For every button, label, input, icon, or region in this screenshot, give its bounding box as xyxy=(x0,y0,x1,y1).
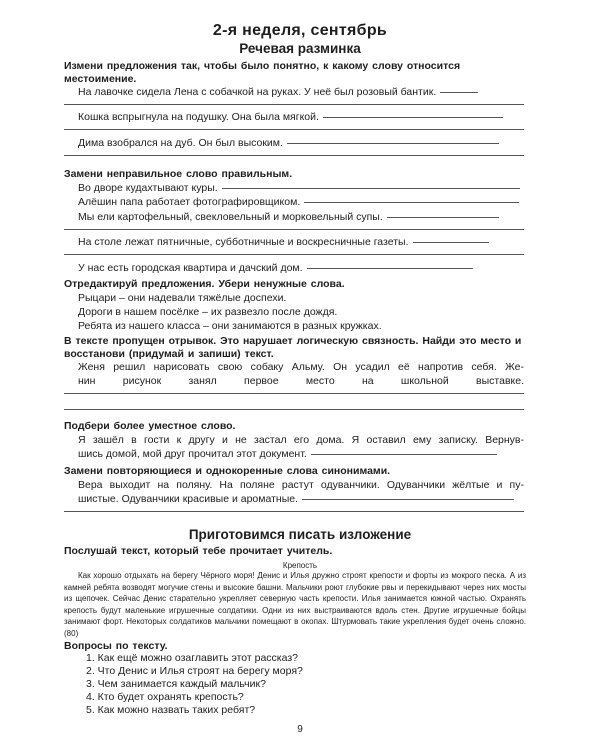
section-heading-retelling: Приготовимся писать изложение xyxy=(188,527,412,542)
answer-fill[interactable] xyxy=(287,143,499,144)
question-4: 4. Кто будет охранять крепость? xyxy=(86,691,244,703)
exercise-5-task: Подбери более уместное слово. xyxy=(64,420,236,432)
exercise-1-line-3: Дима взобрался на дуб. Он был высоким. xyxy=(78,137,499,150)
question-5: 5. Как можно назвать таких ребят? xyxy=(86,704,256,716)
question-3: 3. Чем занимается каждый мальчик? xyxy=(86,678,266,690)
answer-fill[interactable] xyxy=(440,92,478,93)
exercise-6-line-2: шистые. Одуванчики красивые и ароматные. xyxy=(78,493,514,506)
question-2: 2. Что Денис и Илья строят на берегу моря? xyxy=(86,665,303,677)
answer-line[interactable] xyxy=(64,511,524,512)
exercise-2-line-2: Алёшин папа работает фотографировщиком. xyxy=(78,196,519,209)
exercise-6-line-1: Вера выходит на поляну. На поляне растут одуванчики. Одуванчики жёлтые и пу- xyxy=(78,479,524,491)
answer-fill[interactable] xyxy=(222,188,520,189)
exercise-1-line-1: На лавочке сидела Лена с собачкой на руках. У неё был розовый бантик. xyxy=(78,86,478,99)
exercise-5-line-1: Я зашёл в гости к другу и не застал его дома. Я оставил ему записку. Вернув- xyxy=(78,434,524,446)
questions-heading: Вопросы по тексту. xyxy=(64,640,168,652)
exercise-3-line-2: Дороги в нашем посёлке – их развезло после дождя. xyxy=(78,306,338,318)
answer-line[interactable] xyxy=(64,104,524,105)
answer-fill[interactable] xyxy=(311,454,497,455)
answer-line[interactable] xyxy=(64,254,524,255)
question-1: 1. Как ещё можно озаглавить этот рассказ? xyxy=(86,652,299,664)
exercise-1-line-2: Кошка вспрыгнула на подушку. Она была мягкой. xyxy=(78,111,503,124)
exercise-3-task: Отредактируй предложения. Убери ненужные слова. xyxy=(64,278,345,290)
page-title: 2-я неделя, сентябрь xyxy=(212,22,388,39)
answer-fill[interactable] xyxy=(302,499,514,500)
exercise-3-line-1: Рыцари – они надевали тяжёлые доспехи. xyxy=(78,292,287,304)
exercise-6-task: Замени повторяющиеся и однокоренные слова синонимами. xyxy=(64,465,391,477)
page-number: 9 xyxy=(297,724,303,735)
exercise-2-task: Замени неправильное слово правильным. xyxy=(64,168,293,180)
exercise-2-line-5: У нас есть городская квартира и дачский дом. xyxy=(78,262,473,275)
exercise-1-task: Измени предложения так, чтобы было понятно, к какому слову относится местоимение. xyxy=(64,60,461,85)
story-text: Как хорошо отдыхать на берегу Чёрного моря! Денис и Илья дружно строят крепости и форты из мокрого песка. А из камней ребята возводят могучие стены и высокие башни. Мальчики роют глубокие рвы и перекидывают через них мосты из щепочек. Сейчас Денис старательно укрепляет северную часть крепости. Илья занимается южной частью. Охранять крепость будут маленькие игрушечные солдатики. Одни из них выстраиваются вдоль стен. Другие игрушечные бойцы занимают форт. Некоторых солдатиков мальчики помещают в окопах. Штурмовать такие укрепления будет очень сложно. (80) xyxy=(64,571,526,638)
answer-fill[interactable] xyxy=(323,117,503,118)
exercise-2-line-4: На столе лежат пятничные, субботничные и воскресничные газеты. xyxy=(78,236,489,249)
answer-fill[interactable] xyxy=(304,202,519,203)
listening-task: Послушай текст, который тебе прочитает учитель. xyxy=(64,545,333,557)
exercise-2-line-1: Во дворе кудахтывают куры. xyxy=(78,182,520,195)
exercise-2-line-3: Мы ели картофельный, свекловельный и морковельный супы. xyxy=(78,211,499,224)
answer-line[interactable] xyxy=(64,129,524,130)
answer-line[interactable] xyxy=(64,409,524,410)
answer-fill[interactable] xyxy=(387,217,499,218)
story-title: Крепость xyxy=(282,561,318,570)
answer-fill[interactable] xyxy=(413,242,489,243)
exercise-4-line-2: нин рисунок занял первое место на школьной выставке. xyxy=(78,375,524,387)
exercise-3-line-3: Ребята из нашего класса – они занимаются в разных кружках. xyxy=(78,320,382,332)
answer-line[interactable] xyxy=(64,393,524,394)
exercise-4-task: В тексте пропущен отрывок. Это нарушает логическую связность. Найди это место и восстанови (придумай и запиши) текст. xyxy=(64,335,522,360)
exercise-5-line-2: шись домой, мой друг прочитал этот документ. xyxy=(78,448,497,461)
answer-line[interactable] xyxy=(64,155,524,156)
answer-line[interactable] xyxy=(64,229,524,230)
exercise-4-line-1: Женя решил нарисовать свою собаку Альму. Он усадил её напротив себя. Же- xyxy=(78,361,524,373)
answer-fill[interactable] xyxy=(307,268,473,269)
section-heading-warmup: Речевая разминка xyxy=(239,41,361,56)
